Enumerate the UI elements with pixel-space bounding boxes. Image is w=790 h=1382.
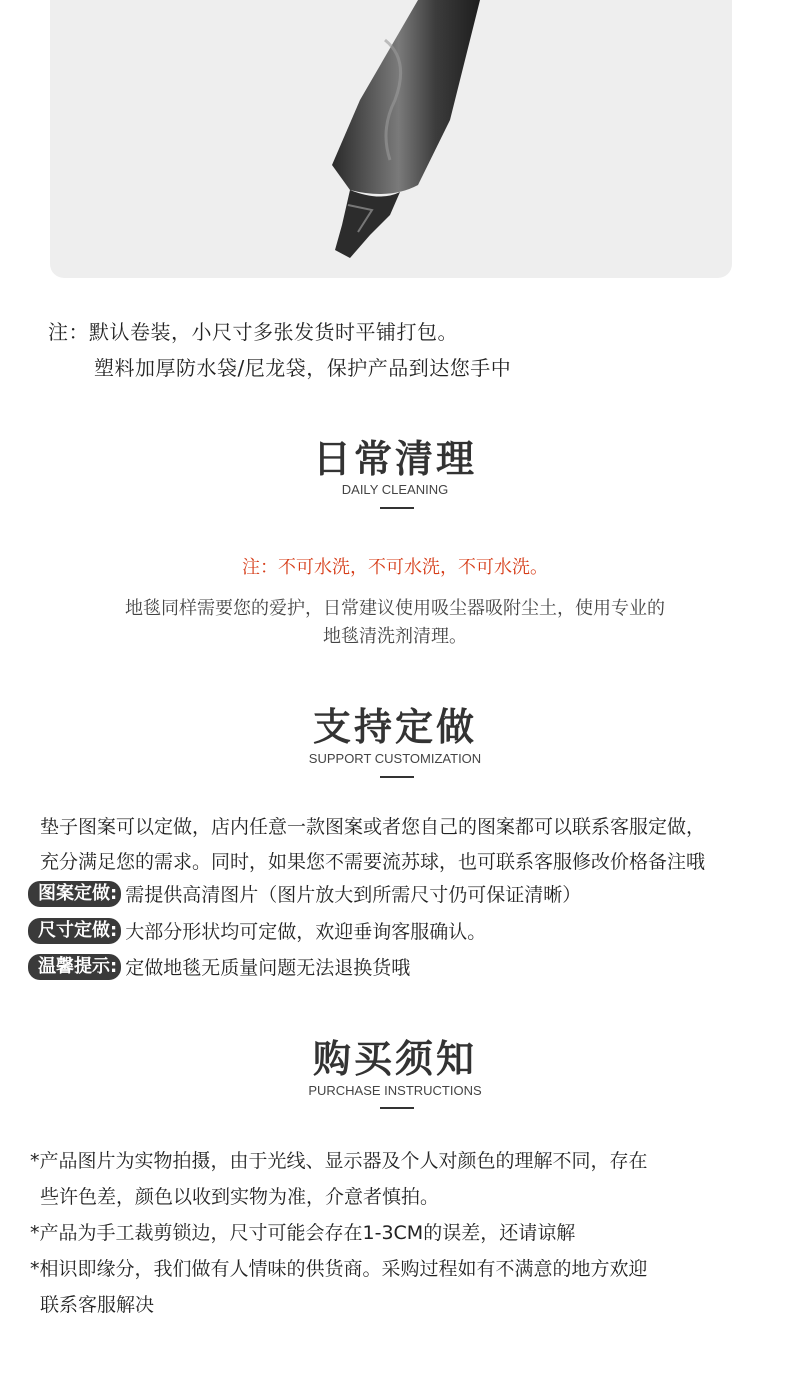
cleaning-text-line1: 地毯同样需要您的爱护，日常建议使用吸尘器吸附尘土，使用专业的 [125,598,665,619]
purchase-subtitle: PURCHASE INSTRUCTIONS [308,1083,482,1098]
section-divider [380,776,414,778]
daily-cleaning-subtitle: DAILY CLEANING [341,482,449,497]
custom-size-text: 大部分形状均可定做，欢迎垂询客服确认。 [125,921,487,943]
purchase-title: 购买须知 [312,1037,477,1081]
daily-cleaning-title: 日常清理 [312,437,477,481]
custom-tip-row [28,953,410,980]
packaging-note-line1: 注：默认卷装，小尺寸多张发货时平铺打包。 [48,320,458,344]
purchase-line5: 联系客服解决 [40,1294,155,1316]
custom-tip-text: 定做地毯无质量问题无法退换货哦 [125,957,411,979]
purchase-line4: *相识即缘分，我们做有人情味的供货商。采购过程如有不满意的地方欢迎 [30,1258,648,1280]
customization-subtitle: SUPPORT CUSTOMIZATION [308,751,482,766]
custom-pattern-label: 图案定做: [28,881,121,907]
no-wash-warning: 注：不可水洗，不可水洗，不可水洗。 [242,557,548,578]
custom-size-label: 尺寸定做: [28,918,121,944]
rolled-carpet-in-plastic-bag-photo [50,0,732,278]
purchase-line1: *产品图片为实物拍摄，由于光线、显示器及个人对颜色的理解不同，存在 [30,1150,648,1172]
section-divider [380,1107,414,1109]
section-divider [380,507,414,509]
custom-tip-label: 温馨提示: [28,954,121,980]
product-photo [50,0,732,278]
custom-pattern-row [28,880,581,907]
customization-para-line2: 充分满足您的需求。同时，如果您不需要流苏球，也可联系客服修改价格备注哦 [40,851,706,873]
customization-title: 支持定做 [312,705,477,749]
cleaning-text-line2: 地毯清洗剂清理。 [323,626,467,647]
customization-para-line1: 垫子图案可以定做，店内任意一款图案或者您自己的图案都可以联系客服定做， [40,816,706,838]
purchase-line3: *产品为手工裁剪锁边，尺寸可能会存在1-3CM的误差，还请谅解 [30,1222,576,1244]
custom-pattern-text: 需提供高清图片（图片放大到所需尺寸仍可保证清晰） [125,884,582,906]
custom-size-row [28,917,486,944]
packaging-note-line2: 塑料加厚防水袋/尼龙袋，保护产品到达您手中 [94,356,512,380]
purchase-line2: 些许色差，颜色以收到实物为准，介意者慎拍。 [40,1186,440,1208]
